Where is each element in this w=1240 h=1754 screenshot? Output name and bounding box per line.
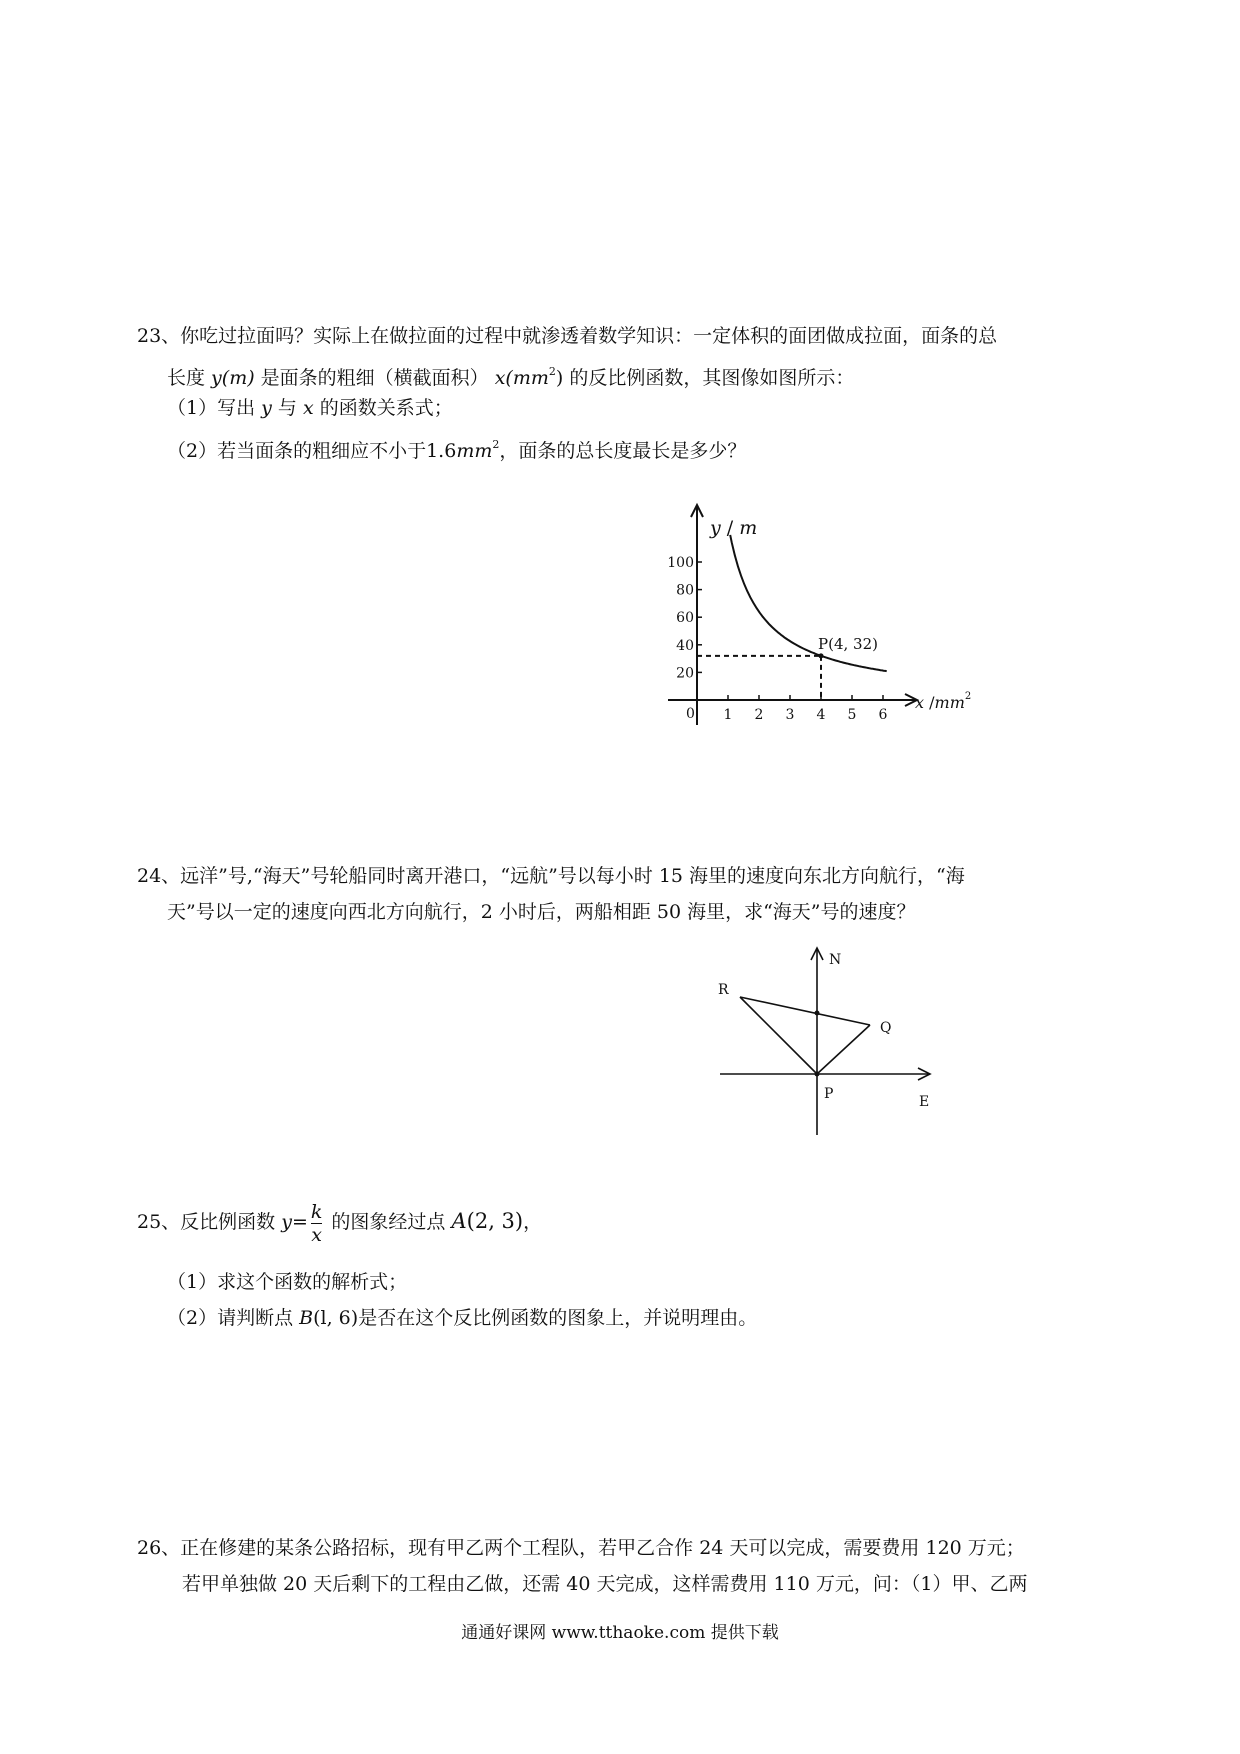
q23-sub-2-b: ，面条的总长度最长是多少？ [499,440,747,462]
chart-axes [668,505,917,725]
label-q: Q [880,1020,892,1036]
q25-sub-2-a: （2）请判断点 [167,1307,300,1329]
q23-sub-2-sup: 2 [492,438,500,451]
chart-guides [697,653,824,700]
q25-eq-equals: = [291,1211,308,1233]
q23-line-1: 23、你吃过拉面吗？实际上在做拉面的过程中就渗透着数学知识：一定体积的面团做成拉面，面条的总 [137,325,998,347]
q25-line-1 [137,1196,542,1247]
q23-sub-1-b: 与 [271,397,303,419]
q23-line-2-d: 的反比例函数，其图像如图所示： [563,367,855,389]
q26-line-2: 若甲单独做 20 天后剩下的工程由乙做，还需 40 天完成，这样需费用 110 万元，问：（1）甲、乙两 [182,1573,1028,1595]
label-e: E [919,1094,930,1110]
segment-qp [817,1025,870,1074]
q23-x-sup: 2 [548,365,556,378]
q23-sub-1-x: x [302,397,314,419]
q23-sub-1-c: 的函数关系式； [313,397,453,419]
q25-sub-2-d: 是否在这个反比例函数的图象上，并说明理由。 [358,1307,758,1329]
q24-line-2: 天”号以一定的速度向西北方向航行，2 小时后，两船相距 50 海里，求“海天”号的速度？ [167,901,916,923]
q25-sub-1: （1）求这个函数的解析式； [167,1271,408,1293]
y-axis-label: y / m [710,517,758,539]
label-n: N [829,952,842,968]
q25-middle: 的图象经过点 [325,1211,452,1233]
q25-sub-2-c: (l, 6) [313,1307,359,1329]
q23-x-close: ) [555,367,564,389]
q23-x-var: x(mm [494,367,549,389]
q23-sub-1 [167,394,453,422]
point-p-dot [815,1072,820,1077]
point-p-label: P(4, 32) [818,634,878,653]
y-tick-label-60: 60 [676,610,694,627]
label-r: R [718,982,729,998]
q23-line-2-b: 是面条的粗细（横截面积） [254,367,495,389]
x-tick-label-3: 3 [785,707,795,723]
origin-label: 0 [686,706,695,722]
x-axis-label: x $/mm^2$ [915,691,972,712]
segment-pr [740,997,817,1074]
q25-eq-y: y [281,1211,292,1233]
x-tick-label-4: 4 [816,707,826,723]
segment-rq [740,997,870,1025]
q23-y-var: y(m) [211,367,255,389]
q26-line-1: 26、正在修建的某条公路招标，现有甲乙两个工程队，若甲乙合作 24 天可以完成，需要费用 120 万元； [137,1537,1025,1559]
q25-fraction [311,1201,323,1246]
y-tick-label-100: 100 [667,555,694,571]
y-tick-label-20: 20 [676,665,694,682]
inverse-function-chart [650,500,1010,740]
q25-fraction-denominator: x [311,1223,322,1246]
x-tick-label-2: 2 [754,707,764,723]
q23-sub-2-unit: mm [456,440,493,462]
page-footer: 通通好课网 www.tthaoke.com 提供下载 [461,1623,779,1643]
q23-sub-1-a: （1）写出 [167,397,262,419]
q24-line-1: 24、远洋”号,“海天”号轮船同时离开港口，“远航”号以每小时 15 海里的速度向东北方向航行，“海 [137,865,965,887]
q25-sub-2-b: B [299,1307,314,1329]
q25-point-a-coords: (2, 3) [466,1209,524,1233]
q23-sub-1-y: y [261,397,272,419]
x-tick-label-1: 1 [723,707,733,723]
q25-prefix: 25、反比例函数 [137,1211,282,1233]
q23-sub-2-val: 1.6 [426,440,457,462]
q23-sub-2-a: （2）若当面条的粗细应不小于 [167,440,427,462]
q23-line-2-a: 长度 [167,367,212,389]
x-tick-label-6: 6 [878,707,888,723]
q23-line-2 [167,358,854,392]
navigation-diagram [700,940,960,1140]
y-tick-label-40: 40 [676,637,694,654]
y-tick-label-80: 80 [676,582,694,599]
intersect-dot [815,1011,820,1016]
q23-sub-2 [167,431,746,465]
q25-fraction-numerator: k [310,1200,323,1223]
label-p: P [824,1086,834,1102]
q25-sub-2 [167,1304,757,1332]
q25-suffix: ， [523,1211,543,1233]
x-tick-label-5: 5 [847,707,857,723]
q25-point-a: A [451,1209,467,1233]
